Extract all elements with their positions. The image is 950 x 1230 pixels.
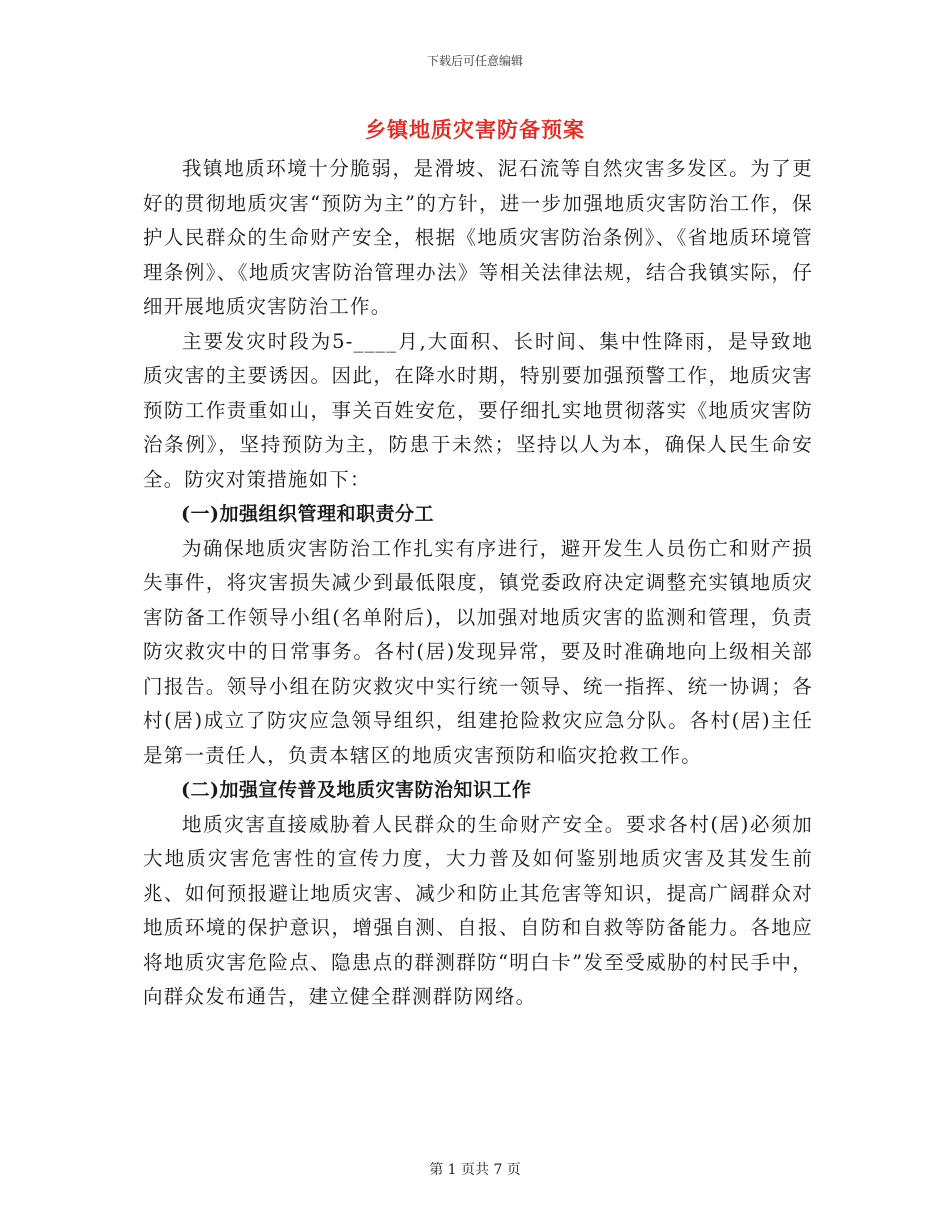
section-heading-2: (二)加强宣传普及地质灾害防治知识工作 bbox=[181, 779, 532, 801]
document-body bbox=[143, 152, 813, 1015]
paragraph-publicity: 地质灾害直接威胁着人民群众的生命财产安全。要求各村(居)必须加大地质灾害危害性的宣传力度，大力普及如何鉴别地质灾害及其发生前兆、如何预报避让地质灾害、减少和防止其危害等知识，提高广阔群众对地质环境的保护意识，增强自测、自报、自防和自救等防备能力。各地应将地质灾害危险点、隐患点的群测群防“明白卡”发至受威胁的村民手中，向群众发布通告，建立健全群测群防网络。 bbox=[143, 812, 813, 1008]
section-heading-1: (一)加强组织管理和职责分工 bbox=[181, 503, 434, 525]
page-footer: 第 1 页共 7 页 bbox=[429, 1162, 521, 1178]
document-title: 乡镇地质灾害防备预案 bbox=[365, 117, 585, 142]
paragraph-intro: 我镇地质环境十分脆弱，是滑坡、泥石流等自然灾害多发区。为了更好的贯彻地质灾害“预防为主”的方针，进一步加强地质灾害防治工作，保护人民群众的生命财产安全，根据《地质灾害防治条例》、《省地质环境管理条例》、《地质灾害防治管理办法》等相关法律法规，结合我镇实际，仔细开展地质灾害防治工作。 bbox=[143, 157, 813, 318]
paragraph-organization: 为确保地质灾害防治工作扎实有序进行，避开发生人员伤亡和财产损失事件，将灾害损失减少到最低限度，镇党委政府决定调整充实镇地质灾害防备工作领导小组(名单附后)，以加强对地质灾害的监测和管理，负责防灾救灾中的日常事务。各村(居)发现异常，要及时准确地向上级相关部门报告。领导小组在防灾救灾中实行统一领导、统一指挥、统一协调；各村(居)成立了防灾应急领导组织，组建抢险救灾应急分队。各村(居)主任是第一责任人，负责本辖区的地质灾害预防和临灾抢救工作。 bbox=[143, 536, 813, 767]
page-header: 下载后可任意编辑 bbox=[426, 54, 523, 68]
paragraph-disaster-period: 主要发灾时段为5-____月,大面积、长时间、集中性降雨，是导致地质灾害的主要诱因。因此，在降水时期，特别要加强预警工作，地质灾害预防工作责重如山，事关百姓安危，要仔细扎实地贯彻落实《地质灾害防治条例》，坚持预防为主，防患于未然；坚持以人为本，确保人民生命安全。防灾对策措施如下： bbox=[143, 329, 813, 491]
